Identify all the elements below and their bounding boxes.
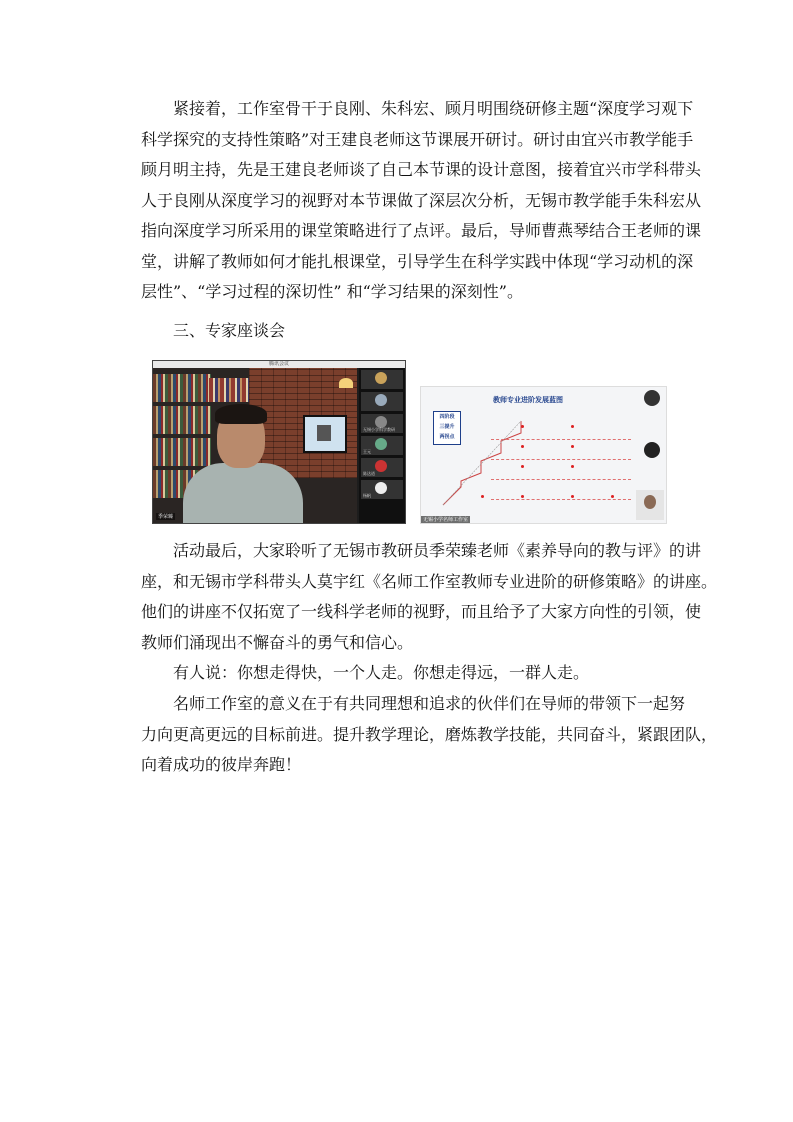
text-line: 层性”、“学习过程的深切性” 和“学习结果的深刻性”。 bbox=[141, 282, 523, 301]
box-line: 四阶段 bbox=[439, 414, 455, 420]
text-line: 人于良刚从深度学习的视野对本节课做了深层次分析，无锡市教学能手朱科宏从 bbox=[141, 190, 702, 210]
marker-dot bbox=[481, 495, 484, 498]
marker-dot bbox=[521, 445, 524, 448]
participant-tile bbox=[361, 392, 403, 411]
slide-photo bbox=[420, 386, 667, 524]
text-line: 教师们涌现出不懈奋斗的勇气和信心。 bbox=[141, 632, 414, 652]
dashed-line bbox=[491, 459, 631, 460]
main-video bbox=[153, 368, 357, 523]
window-title: 腾讯会议 bbox=[153, 361, 405, 368]
marker-dot bbox=[571, 495, 574, 498]
text-line: 顾月明主持，先是王建良老师谈了自己本节课的设计意图，接着宜兴市学科带头 bbox=[141, 160, 702, 179]
text-line: 力向更高更远的目标前进。提升教学理论，磨炼教学技能，共同奋斗，紧跟团队， bbox=[141, 724, 718, 744]
slide-caption: 无锡小学名师工作室 bbox=[423, 517, 469, 523]
paragraph-lectures bbox=[141, 536, 718, 658]
participant-tile: 无锡小学科学教研 bbox=[361, 414, 403, 433]
marker-dot bbox=[571, 465, 574, 468]
text-line: 活动最后，大家聆听了无锡市教研员季荣臻老师《素养导向的教与评》的讲 bbox=[173, 541, 702, 560]
dashed-line bbox=[491, 499, 631, 500]
marker-dot bbox=[521, 425, 524, 428]
participant-list bbox=[359, 368, 405, 523]
box-line: 三提升 bbox=[439, 424, 455, 430]
participant-tile bbox=[361, 370, 403, 389]
marker-dot bbox=[611, 495, 614, 498]
speaker-name: 季荣臻 bbox=[158, 514, 174, 520]
microphone-icon bbox=[644, 442, 660, 458]
text-line: 紧接着，工作室骨干于良刚、朱科宏、顾月明围绕研修主题“深度学习观下 bbox=[173, 99, 694, 118]
bookshelf bbox=[209, 378, 249, 402]
participant-tile: 王元 bbox=[361, 436, 403, 455]
video-call-photo bbox=[152, 360, 406, 524]
paragraph-discussion bbox=[141, 94, 702, 308]
text-line: 科学探究的支持性策略”对王建良老师这节课展开研讨。研讨由宜兴市教学能手 bbox=[141, 129, 694, 149]
text-line: 有人说：你想走得快，一个人走。你想走得远，一群人走。 bbox=[173, 663, 590, 682]
lamp bbox=[339, 378, 353, 388]
speaker-hair bbox=[215, 404, 267, 424]
text-line: 他们的讲座不仅拓宽了一线科学老师的视野，而且给予了大家方向性的引领，使 bbox=[141, 602, 702, 621]
text-line: 向着成功的彼岸奔跑！ bbox=[141, 755, 302, 774]
participant-tile: 杨帆 bbox=[361, 480, 403, 499]
avatar-icon bbox=[644, 390, 660, 406]
text-line: 座，和无锡市学科带头人莫宇红《名师工作室教师专业进阶的研修策略》的讲座。 bbox=[141, 571, 718, 591]
presenter-thumbnail bbox=[636, 490, 664, 520]
speaker-body bbox=[183, 463, 303, 523]
monitor bbox=[303, 415, 347, 453]
marker-dot bbox=[521, 465, 524, 468]
paragraph-conclusion bbox=[141, 689, 718, 781]
bookshelf bbox=[153, 374, 211, 402]
dashed-line bbox=[491, 439, 631, 440]
marker-dot bbox=[521, 495, 524, 498]
section-heading: 三、专家座谈会 bbox=[173, 321, 286, 340]
dashed-line bbox=[491, 479, 631, 480]
bookshelf bbox=[153, 438, 211, 466]
box-line: 两拐点 bbox=[439, 434, 455, 440]
participant-tile: 陈达道 bbox=[361, 458, 403, 477]
text-line: 指向深度学习所采用的课堂策略进行了点评。最后，导师曹燕琴结合王老师的课 bbox=[141, 221, 702, 240]
text-line: 堂，讲解了教师如何才能扎根课堂，引导学生在科学实践中体现“学习动机的深 bbox=[141, 251, 694, 271]
staircase-diagram bbox=[441, 417, 601, 507]
paragraph-quote bbox=[141, 658, 657, 689]
text-line: 名师工作室的意义在于有共同理想和追求的伙伴们在导师的带领下一起努 bbox=[173, 694, 686, 713]
marker-dot bbox=[571, 445, 574, 448]
bookshelf bbox=[153, 406, 211, 434]
slide-title: 教师专业进阶发展蓝图 bbox=[493, 396, 563, 404]
marker-dot bbox=[571, 425, 574, 428]
